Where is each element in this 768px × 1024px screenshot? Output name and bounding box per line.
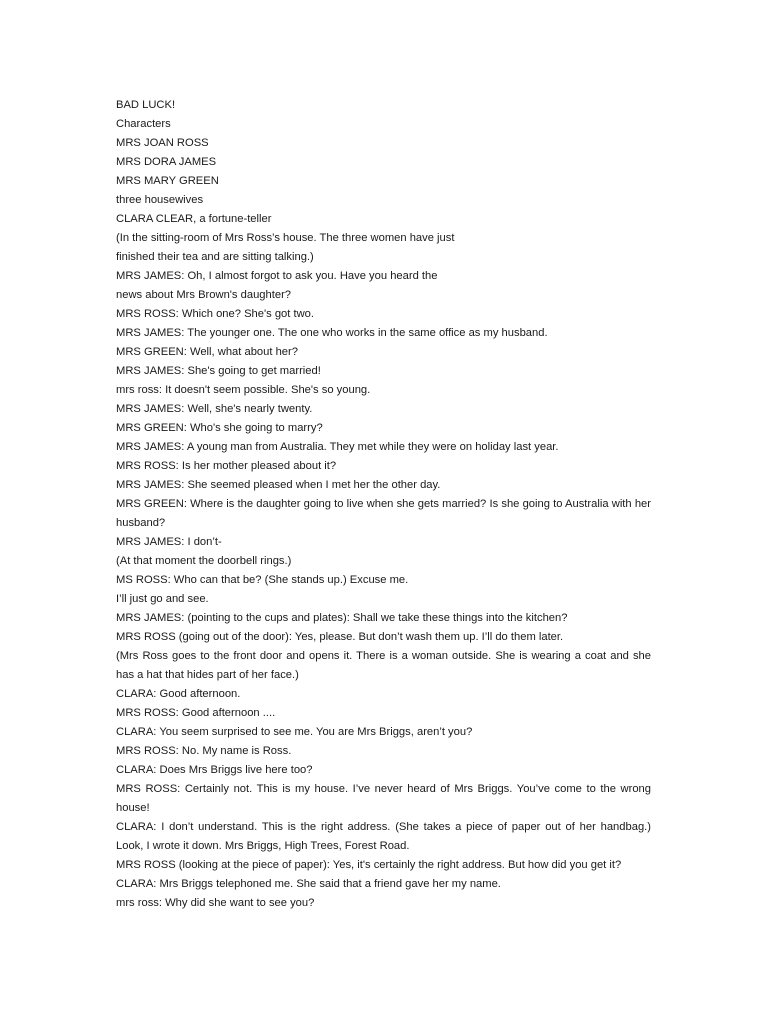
text-line: MRS JAMES: She's going to get married!: [116, 365, 321, 377]
text-line: (At that moment the doorbell rings.): [116, 555, 292, 567]
text-line: MRS ROSS (going out of the door): Yes, please. But don’t wash them up. I’ll do them later.: [116, 631, 564, 643]
text-line: MRS JAMES: I don’t-: [116, 536, 222, 548]
text-line: MRS JAMES: (pointing to the cups and plates): Shall we take these things into the kitchen?: [116, 612, 568, 624]
text-line: MRS GREEN: Well, what about her?: [116, 346, 298, 358]
text-line: I’ll just go and see.: [116, 593, 209, 605]
text-line: MRS JAMES: Well, she's nearly twenty.: [116, 403, 313, 415]
text-line: MRS ROSS: Good afternoon ....: [116, 707, 276, 719]
text-line: news about Mrs Brown's daughter?: [116, 289, 292, 301]
text-line: CLARA: Mrs Briggs telephoned me. She said that a friend gave her my name.: [116, 878, 501, 890]
dialogue-paragraph: MRS ROSS: Certainly not. This is my house. I’ve never heard of Mrs Briggs. You’ve come to the wrong house!: [116, 783, 651, 814]
text-line: MRS ROSS: No. My name is Ross.: [116, 745, 292, 757]
text-line: MRS DORA JAMES: [116, 156, 217, 168]
text-line: CLARA: You seem surprised to see me. You are Mrs Briggs, aren’t you?: [116, 726, 473, 738]
play-title: BAD LUCK!: [116, 99, 176, 111]
text-line: MS ROSS: Who can that be? (She stands up.) Excuse me.: [116, 574, 409, 586]
text-line: CLARA: Good afternoon.: [116, 688, 241, 700]
text-line: MRS JAMES: The younger one. The one who works in the same office as my husband.: [116, 327, 548, 339]
text-line: mrs ross: Why did she want to see you?: [116, 897, 315, 909]
text-line: MRS JAMES: Oh, I almost forgot to ask you. Have you heard the: [116, 270, 438, 282]
text-line: MRS GREEN: Who's she going to marry?: [116, 422, 323, 434]
text-line: (In the sitting-room of Mrs Ross’s house. The three women have just: [116, 232, 455, 244]
text-line: MRS JOAN ROSS: [116, 137, 209, 149]
dialogue-paragraph: MRS GREEN: Where is the daughter going to live when she gets married? Is she going to Australia with her husband?: [116, 498, 651, 529]
text-line: MRS JAMES: A young man from Australia. They met while they were on holiday last year.: [116, 441, 559, 453]
text-line: mrs ross: It doesn't seem possible. She's so young.: [116, 384, 371, 396]
text-line: Characters: [116, 118, 171, 130]
text-line: three housewives: [116, 194, 204, 206]
text-line: CLARA: Does Mrs Briggs live here too?: [116, 764, 313, 776]
dialogue-paragraph: MRS ROSS (looking at the piece of paper): Yes, it's certainly the right address. But how did you get it?: [116, 859, 622, 871]
stage-direction-paragraph: (Mrs Ross goes to the front door and opens it. There is a woman outside. She is wearing a coat and she has a hat that hides part of her face.): [116, 650, 651, 681]
text-line: MRS ROSS: Is her mother pleased about it?: [116, 460, 337, 472]
text-line: finished their tea and are sitting talking.): [116, 251, 314, 263]
text-line: MRS JAMES: She seemed pleased when I met her the other day.: [116, 479, 441, 491]
text-line: MRS ROSS: Which one? She's got two.: [116, 308, 314, 320]
text-line: CLARA CLEAR, a fortune-teller: [116, 213, 272, 225]
script-page: [116, 96, 651, 913]
text-line: MRS MARY GREEN: [116, 175, 219, 187]
dialogue-paragraph: CLARA: I don’t understand. This is the right address. (She takes a piece of paper out of her handbag.) Look, I wrote it down. Mrs Briggs, High Trees, Forest Road.: [116, 821, 651, 852]
